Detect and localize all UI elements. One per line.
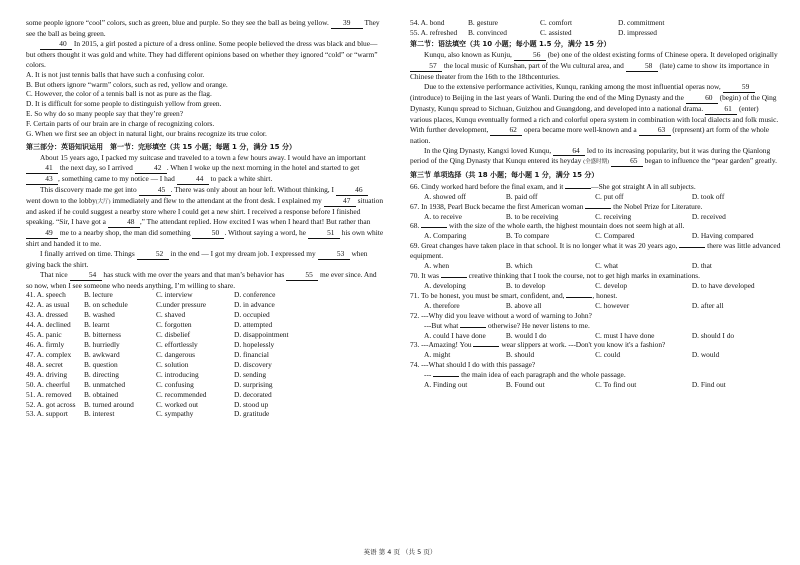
option-choice: D. would xyxy=(691,350,720,360)
option-choice: C. sympathy xyxy=(156,409,194,419)
blank-53: 53 xyxy=(318,249,350,260)
left-opt-row xyxy=(26,370,384,380)
blank-58: 58 xyxy=(626,61,658,72)
option-choice: B. bitterness xyxy=(84,330,121,340)
option-choice: B. convinced xyxy=(468,27,507,37)
option-choice: D. to have developed xyxy=(691,280,755,290)
option-choice: A. might xyxy=(424,350,451,360)
right-column xyxy=(410,18,782,390)
option-d: D. It is difficult for some people to distinguish yellow from green. xyxy=(26,99,222,109)
option-choice: D. after all xyxy=(691,300,724,310)
option-choice: D. took off xyxy=(691,191,725,201)
option-choice: A. Comparing xyxy=(424,231,467,241)
option-choice: B. to develop xyxy=(505,280,546,290)
cloze-paragraph-3: I finally arrived on time. Things 52 in the end — I got my dream job. I expressed my 53 when giving back the shirt. xyxy=(26,248,368,269)
options-74 xyxy=(410,380,796,390)
option-choice: D. received xyxy=(691,211,726,221)
blank-54: 54 xyxy=(70,270,102,281)
option-b: B. But others ignore “warm” colors, such as red, yellow and orange. xyxy=(26,79,228,89)
blank-46: 46 xyxy=(336,185,368,196)
left-opt-row xyxy=(26,390,384,400)
options-67 xyxy=(410,212,796,222)
blank-44: 44 xyxy=(177,174,209,185)
option-e: E. So why do so many people say that they’re green? xyxy=(26,109,184,119)
option-choice: C. shaved xyxy=(156,310,186,320)
option-choice: C. comfort xyxy=(540,18,573,27)
option-choice: A. showed off xyxy=(424,191,466,201)
question-74: 74. ---What should I do with this passage? xyxy=(410,360,536,370)
option-choice: 54. A. bond xyxy=(410,18,445,27)
question-66: 66. Cindy worked hard before the final exam, and it —She got straight A in all subjects. xyxy=(410,181,696,191)
option-choice: C.under pressure xyxy=(156,300,207,310)
option-choice: B. to be receiving xyxy=(505,211,559,221)
blank-43: 43 xyxy=(26,174,58,185)
option-choice: C. worked out xyxy=(156,399,199,409)
right-opt-row xyxy=(410,18,782,28)
option-choice: 55. A. refreshed xyxy=(410,27,458,37)
option-choice: D. conference xyxy=(234,290,276,300)
blank-56: 56 xyxy=(514,50,546,61)
question-71: 71. To be honest, you must be smart, confident, and, , honest. xyxy=(410,290,618,300)
option-choice: A. therefore xyxy=(424,300,460,310)
blank-61: 61 xyxy=(705,104,737,115)
blank-48: 48 xyxy=(108,217,140,228)
blank-49: 49 xyxy=(26,228,58,239)
option-choice: C. put off xyxy=(595,191,624,201)
blank-55: 55 xyxy=(286,270,318,281)
options-68 xyxy=(410,231,796,241)
question-69: 69. Great changes have taken place in that school. It is no longer what it was 20 years ago, there was little advanced equipment. xyxy=(410,241,781,261)
option-choice: C. Compared xyxy=(595,231,635,241)
option-choice: D. should I do xyxy=(691,330,735,340)
cloze-options-continued xyxy=(410,18,782,38)
option-f: F. Certain parts of our brain are in charge of recognizing colors. xyxy=(26,119,215,129)
option-g: G. When we first see an object in natural light, our brains recognize its true color. xyxy=(26,129,267,139)
blank-62: 62 xyxy=(490,125,522,136)
question-68: 68. with the size of the whole earth, the highest mountain does not seem high at all. xyxy=(410,221,685,231)
option-choice: D. gratitude xyxy=(234,409,270,419)
option-choice: C. interview xyxy=(156,290,193,300)
option-choice: B. unmatched xyxy=(84,379,126,389)
option-choice: B. gesture xyxy=(468,18,498,27)
blank-59: 59 xyxy=(723,82,755,93)
option-choice: B. obtained xyxy=(84,389,119,399)
left-opt-row xyxy=(26,400,384,410)
cloze-paragraph-4: That nice 54 has stuck with me over the years and that man’s behavior has 55 me ever since. And so now, when I see someone who needs anything, I’m willing to share. xyxy=(26,269,377,290)
option-choice: B. question xyxy=(84,359,118,369)
option-choice: B. washed xyxy=(84,310,115,320)
options-71 xyxy=(410,301,796,311)
option-choice: C. assisted xyxy=(540,27,572,37)
option-choice: B. learnt xyxy=(84,320,110,330)
option-choice: B. on schedule xyxy=(84,300,128,310)
options-66 xyxy=(410,192,796,202)
option-choice: 46. A. firmly xyxy=(26,340,65,350)
option-a: A. It is not just tennis balls that have such a confusing color. xyxy=(26,69,205,79)
options-73 xyxy=(410,350,796,360)
question-73: 73. ---Amazing! You wear slippers at work. ---Don't you know it's a fashion? xyxy=(410,340,666,350)
blank-63: 63 xyxy=(639,125,671,136)
blank-51: 51 xyxy=(308,228,340,239)
page-footer: 英语 第 4 页 （共 5 页） xyxy=(363,548,437,557)
option-choice: D. Having compared xyxy=(691,231,754,241)
option-choice: B. paid off xyxy=(505,191,538,201)
grammar-paragraph-2: Due to the extensive performance activities, Kunqu, ranking among the most influential operas now, 59 (introduce) to Beijing in the last years of Wanli. During the end of the Ming Dynasty and the 60 (begin) of the Qing Dynasty, Kunqu spread to Sichuan, Guizhou and Guangdong, and developed into a national drama. 61 (enter) various places, Kunqu eventually formed a rich and colorful opera system in combination with local dialects and folk music. With further development, 62 opera became more well-known and a 63 (represent) art form of the whole nation. xyxy=(410,81,779,145)
option-choice: A. Finding out xyxy=(424,380,468,390)
option-choice: D. occupied xyxy=(234,310,270,320)
single-choice-questions xyxy=(410,182,782,390)
option-choice: 43. A. dressed xyxy=(26,310,68,320)
option-choice: B. would I do xyxy=(505,330,547,340)
blank-65: 65 xyxy=(611,156,643,167)
option-choice: A. when xyxy=(424,261,450,271)
right-opt-row xyxy=(410,28,782,38)
cloze-paragraph-2: This discovery made me get into 45 . There was only about an hour left. Without thinking, I 46 went down to the lobby(大厅) immediately and flew to the attendant at the front desk. I explained my 47 situation and asked if he could suggest a nearby store where I could get a new shirt. I received a response before I finished speaking. “Sir, I have got a 48 ,” The attendant replied. How excited I was when I heard that! But rather than 49 me to a nearby shop, the man did something 50 . Without saying a word, he 51 his own white shirt and handed it to me. xyxy=(26,185,384,248)
blank-52: 52 xyxy=(137,249,169,260)
option-choice: B. interest xyxy=(84,409,115,419)
left-opt-row xyxy=(26,330,384,340)
left-opt-row xyxy=(26,350,384,360)
option-choice: B. above all xyxy=(505,300,542,310)
option-choice: 50. A. cheerful xyxy=(26,379,70,389)
option-choice: B. turned around xyxy=(84,399,134,409)
option-choice: C. effortlessly xyxy=(156,340,198,350)
option-choice: C. could xyxy=(595,350,621,360)
question-72-reply: ---But what otherwise? He never listens to me. xyxy=(424,320,590,330)
option-choice: B. directing xyxy=(84,369,119,379)
option-choice: C. solution xyxy=(156,359,189,369)
option-choice: D. attempted xyxy=(234,320,273,330)
option-choice: D. financial xyxy=(234,349,269,359)
blank-57: 57 xyxy=(410,61,442,72)
option-choice: D. decorated xyxy=(234,389,272,399)
option-choice: 52. A. got across xyxy=(26,399,76,409)
reading-paragraph-dress: 40 In 2015, a girl posted a picture of a dress online. Some people believed the dress was black and blue—but others thought it was gold and white. They had different opinions based on whether they ignored “cold” or “warm” colors. xyxy=(26,38,378,69)
option-choice: 44. A. declined xyxy=(26,320,71,330)
option-choice: D. sending xyxy=(234,369,267,379)
option-choice: B. which xyxy=(505,261,533,271)
left-opt-row xyxy=(26,380,384,390)
blank-47: 47 xyxy=(324,196,356,207)
option-choice: 53. A. support xyxy=(26,409,68,419)
option-choice: A. developing xyxy=(424,280,466,290)
blank-64: 64 xyxy=(553,146,585,157)
left-opt-row xyxy=(26,310,384,320)
left-opt-row xyxy=(26,300,384,310)
blank-50: 50 xyxy=(192,228,224,239)
option-choice: C. dangerous xyxy=(156,349,195,359)
blank-60: 60 xyxy=(686,93,718,104)
option-choice: B. should xyxy=(505,350,535,360)
option-choice: 41. A. speech xyxy=(26,290,66,300)
options-72 xyxy=(410,331,796,341)
section-2-header: 第二节：语法填空（共 10 小题；每小题 1.5 分，满分 15 分） xyxy=(410,39,611,48)
option-choice: C. develop xyxy=(595,280,628,290)
question-72: 72. ---Why did you leave without a word of warning to John? xyxy=(410,310,592,320)
options-69 xyxy=(410,261,796,271)
option-choice: C. confusing xyxy=(156,379,194,389)
option-choice: B. Found out xyxy=(505,380,545,390)
option-choice: D. hopelessly xyxy=(234,340,275,350)
option-choice: D. Find out xyxy=(691,380,726,390)
option-choice: C. disbelief xyxy=(156,330,191,340)
section-3-single-choice-header: 第三节 单项选择（共 18 小题；每小题 1 分，满分 15 分） xyxy=(410,171,599,180)
option-choice: C. however xyxy=(595,300,630,310)
option-choice: C. what xyxy=(595,261,619,271)
option-choice: D. stood up xyxy=(234,399,269,409)
cloze-paragraph-1: About 15 years ago, I packed my suitcase and traveled to a town a few hours away. I would have an important 41 the next day, so I arrived 42 . When I woke up the next morning in the hotel and started to get 43 , something came to my notice — I had 44 to pack a white shirt. xyxy=(26,153,384,185)
blank-41: 41 xyxy=(26,163,58,174)
option-choice: D. impressed xyxy=(618,27,657,37)
left-opt-row xyxy=(26,340,384,350)
blank-42: 42 xyxy=(135,163,167,174)
option-choice: C. must I have done xyxy=(595,330,655,340)
option-choice: 42. A. as usual xyxy=(26,300,70,310)
option-choice: D. disappointment xyxy=(234,330,289,340)
left-column xyxy=(26,18,384,419)
option-choice: D. that xyxy=(691,261,712,271)
option-choice: 47. A. complex xyxy=(26,349,72,359)
blank-39: 39 xyxy=(331,18,363,29)
grammar-paragraph-1: Kunqu, also known as Kunju, 56 (be) one of the oldest existing forms of Chinese opera. It developed originally 57 the local music of Kunshan, part of the Wu cultural area, and 58 (late) came to show its importance in Chinese theater from the 16th to the 18thcenturies. xyxy=(410,50,778,82)
option-choice: 51. A. removed xyxy=(26,389,72,399)
left-opt-row xyxy=(26,290,384,300)
blank-40: 40 xyxy=(40,39,72,50)
question-67: 67. In 1938, Pearl Buck became the first American woman the Nobel Prize for Literature. xyxy=(410,201,703,211)
option-choice: A. to receive xyxy=(424,211,462,221)
option-choice: B. hurriedly xyxy=(84,340,120,350)
option-choice: C. forgotten xyxy=(156,320,192,330)
option-choice: B. To compare xyxy=(505,231,550,241)
left-opt-row xyxy=(26,409,384,419)
option-choice: B. lecture xyxy=(84,290,113,300)
reading-paragraph-end: some people ignore “cool” colors, such as green, blue and purple. So they see the ball as being yellow. 39 They see the ball as being green. xyxy=(26,18,380,38)
option-choice: A. could I have done xyxy=(424,330,486,340)
option-choice: C. To find out xyxy=(595,380,637,390)
option-choice: B. awkward xyxy=(84,349,120,359)
left-opt-row xyxy=(26,320,384,330)
option-choice: C. receiving xyxy=(595,211,632,221)
option-c: C. However, the color of a tennis ball is not as pure as the flag. xyxy=(26,89,212,99)
question-70: 70. It was creative thinking that I took the course, not to get high marks in examinations. xyxy=(410,271,700,281)
blank-45: 45 xyxy=(139,185,171,196)
left-opt-row xyxy=(26,360,384,370)
cloze-options xyxy=(26,290,384,419)
option-choice: 48. A. secret xyxy=(26,359,63,369)
options-70 xyxy=(410,281,796,291)
option-choice: C. introducing xyxy=(156,369,199,379)
option-choice: C. recommended xyxy=(156,389,207,399)
option-choice: D. commitment xyxy=(618,18,665,27)
section-3-header: 第三部分：英语知识运用 第一节：完形填空（共 15 小题；每题 1 分，满分 15 分） xyxy=(26,143,296,152)
grammar-paragraph-3: In the Qing Dynasty, Kangxi loved Kunqu, 64 led to its increasing popularity, but it was during the Qianlong period of the Qing Dynasty that Kunqu entered its heyday (全盛时期) 65 began to influence the “pear garden” greatly. xyxy=(410,145,777,166)
option-choice: D. discovery xyxy=(234,359,272,369)
option-choice: 49. A. driving xyxy=(26,369,68,379)
question-74-reply: --- the main idea of each paragraph and the whole passage. xyxy=(424,370,626,380)
option-choice: D. surprising xyxy=(234,379,273,389)
option-choice: D. in advance xyxy=(234,300,275,310)
option-choice: 45. A. panic xyxy=(26,330,62,340)
